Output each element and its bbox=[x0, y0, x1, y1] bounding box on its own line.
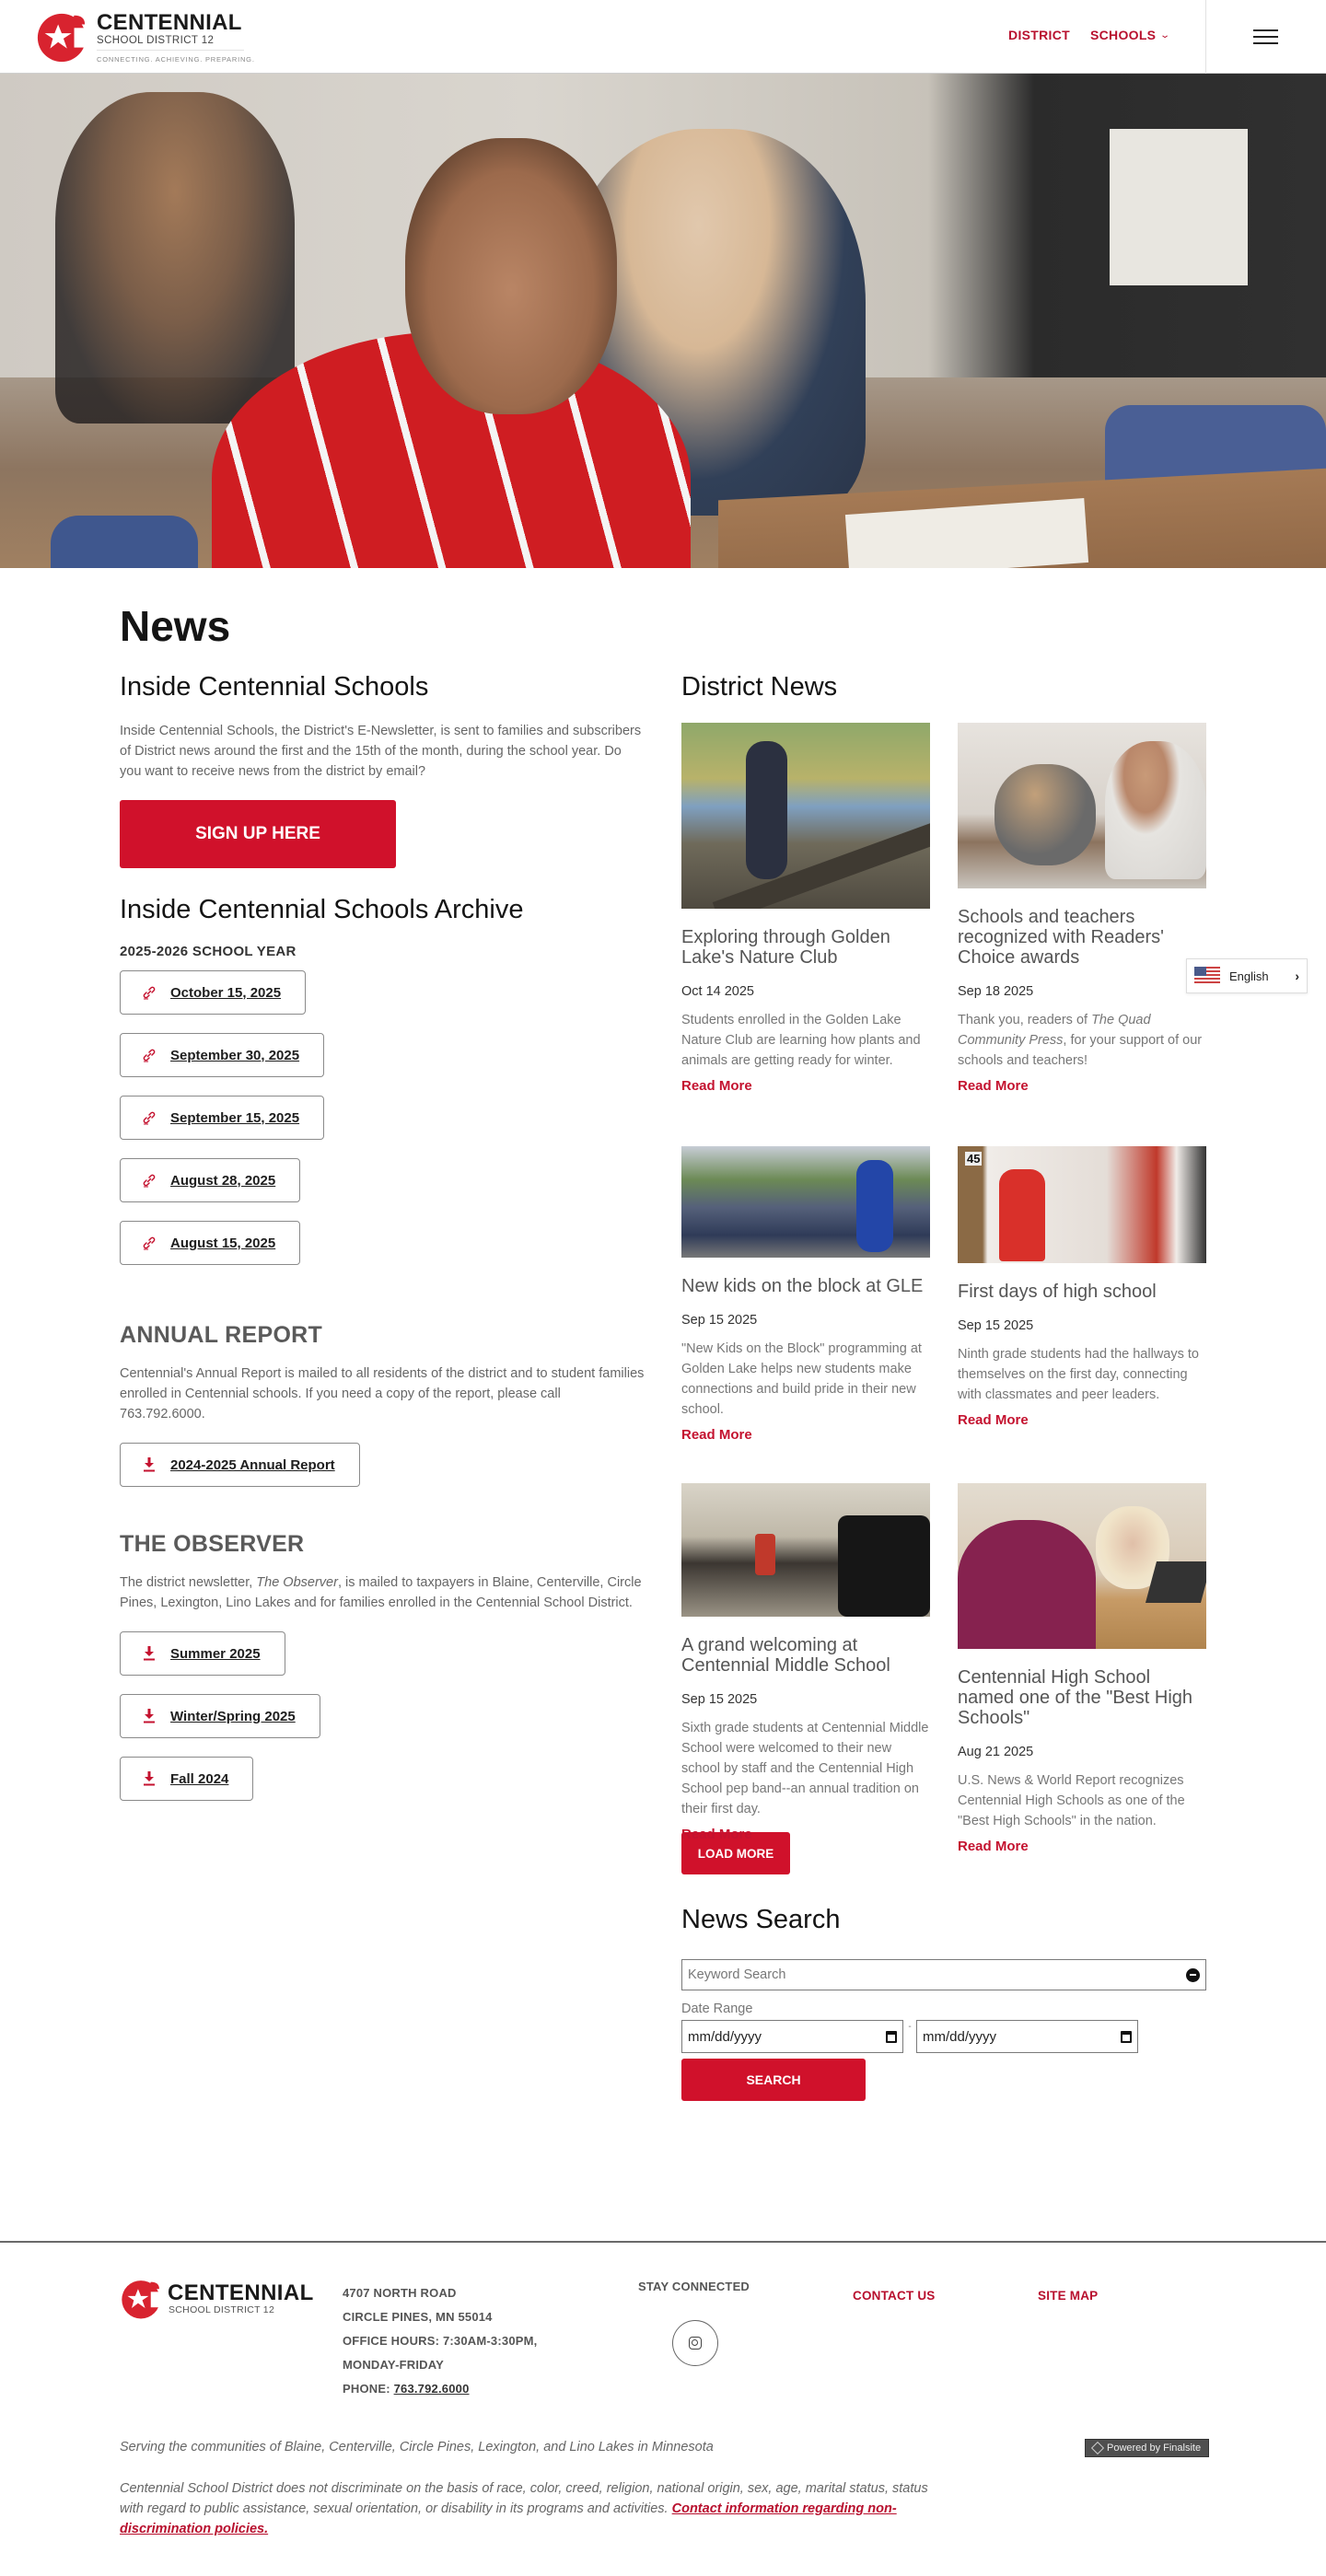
calendar-icon[interactable] bbox=[886, 2031, 897, 2043]
news-card-date: Sep 15 2025 bbox=[681, 1313, 758, 1328]
observer-text: The district newsletter, bbox=[120, 1575, 257, 1590]
phone-line bbox=[343, 2377, 537, 2401]
read-more-link[interactable]: Read More bbox=[681, 1827, 752, 1842]
language-selector[interactable] bbox=[1186, 958, 1308, 993]
download-icon bbox=[141, 1708, 157, 1724]
image-room-number: 45 bbox=[967, 1152, 981, 1166]
observer-title: THE OBSERVER bbox=[120, 1531, 305, 1557]
observer-links bbox=[120, 1631, 645, 1819]
news-card-date: Sep 15 2025 bbox=[958, 1318, 1034, 1333]
date-range bbox=[681, 2020, 1206, 2053]
image-figure bbox=[1105, 741, 1206, 879]
date-range-label: Date Range bbox=[681, 2002, 753, 2016]
site-map-link[interactable]: SITE MAP bbox=[1038, 2289, 1099, 2303]
news-card-title[interactable]: Exploring through Golden Lake's Nature Club bbox=[681, 927, 890, 968]
address-line: CIRCLE PINES, MN 55014 bbox=[343, 2310, 493, 2324]
observer-publication-name: The Observer bbox=[256, 1575, 338, 1590]
image-figure bbox=[999, 1169, 1045, 1261]
news-card bbox=[681, 1146, 930, 1444]
main-nav bbox=[1008, 28, 1169, 42]
logo-name: CENTENNIAL bbox=[97, 10, 242, 35]
hero-chair-2 bbox=[51, 516, 198, 568]
keyword-search-input[interactable] bbox=[688, 1967, 1186, 1982]
nav-schools[interactable] bbox=[1090, 28, 1169, 42]
serving-communities-text: Serving the communities of Blaine, Centerville, Circle Pines, Lexington, and Lino Lakes in Minnesota bbox=[120, 2440, 714, 2454]
download-label: Summer 2025 bbox=[170, 1645, 261, 1662]
phone-label: PHONE: bbox=[343, 2382, 394, 2396]
news-card bbox=[958, 1146, 1206, 1429]
keyword-search-field bbox=[681, 1959, 1206, 1990]
news-card-title[interactable]: New kids on the block at GLE bbox=[681, 1276, 924, 1296]
image-figure bbox=[838, 1515, 930, 1617]
disclaimer-text: Centennial School District does not discriminate on the basis of race, color, creed, religion, national origin, sex, age, marital status, status with regard to public assistance, sexual orientation, or disability in its programs and activities. bbox=[120, 2481, 928, 2516]
us-flag-icon bbox=[1194, 967, 1220, 985]
annual-report-download[interactable] bbox=[120, 1443, 360, 1487]
chevron-right-icon: › bbox=[1295, 969, 1299, 983]
right-column bbox=[681, 671, 1206, 2101]
hero-face bbox=[405, 138, 617, 414]
annual-report-title: ANNUAL REPORT bbox=[120, 1322, 323, 1348]
footer-logo-subtitle: SCHOOL DISTRICT 12 bbox=[169, 2304, 275, 2315]
read-more-link[interactable]: Read More bbox=[681, 1078, 752, 1094]
news-search-title: News Search bbox=[681, 1905, 841, 1934]
date-to-placeholder: mm/dd/yyyy bbox=[923, 2028, 997, 2045]
powered-by-label: Powered by Finalsite bbox=[1107, 2443, 1202, 2454]
news-card-title[interactable]: First days of high school bbox=[958, 1282, 1157, 1302]
archive-link-aug-28[interactable] bbox=[120, 1158, 300, 1202]
footer-address bbox=[343, 2281, 537, 2401]
archive-link-aug-15[interactable] bbox=[120, 1221, 300, 1265]
annual-report-description: Centennial's Annual Report is mailed to all residents of the district and to student families enrolled in Centennial schools. If you need a copy of the report, please call 763.792.6000. bbox=[120, 1366, 645, 1421]
news-card-image[interactable] bbox=[958, 1146, 1206, 1263]
news-card-date: Aug 21 2025 bbox=[958, 1745, 1034, 1759]
inside-title: Inside Centennial Schools bbox=[120, 672, 429, 702]
download-icon bbox=[141, 1770, 157, 1787]
news-card-date: Oct 14 2025 bbox=[681, 984, 754, 999]
language-label: English bbox=[1229, 969, 1269, 983]
site-footer bbox=[0, 2241, 1326, 2572]
image-figure bbox=[856, 1160, 893, 1252]
link-icon bbox=[141, 984, 157, 1001]
search-button[interactable]: SEARCH bbox=[681, 2059, 866, 2101]
news-card bbox=[681, 1483, 930, 1843]
news-card-excerpt: U.S. News & World Report recognizes Centennial High Schools as one of the "Best High Schools" in the nation. bbox=[958, 1773, 1185, 1828]
instagram-button[interactable] bbox=[672, 2320, 718, 2366]
hamburger-line bbox=[1253, 42, 1278, 44]
news-card-title[interactable]: Schools and teachers recognized with Readers' Choice awards bbox=[958, 907, 1164, 968]
instagram-icon bbox=[689, 2337, 702, 2350]
header-divider bbox=[1205, 0, 1206, 74]
download-label: Winter/Spring 2025 bbox=[170, 1708, 296, 1724]
page-title: News bbox=[120, 602, 231, 650]
news-card-excerpt: Sixth grade students at Centennial Middle School were welcomed to their new school by staff and the Centennial High School pep band--an annual tradition on their first day. bbox=[681, 1721, 929, 1816]
hero-figure-student bbox=[184, 110, 700, 568]
observer-description bbox=[120, 1572, 645, 1613]
chevron-down-icon: ⌄ bbox=[1159, 29, 1171, 41]
hamburger-line bbox=[1253, 36, 1278, 38]
link-icon bbox=[141, 1235, 157, 1251]
image-figure bbox=[958, 1520, 1096, 1649]
news-card-excerpt: Ninth grade students had the hallways to themselves on the first day, connecting with classmates and peer leaders. bbox=[958, 1347, 1199, 1402]
excerpt-text: , for your support of our schools and teachers! bbox=[958, 1033, 1203, 1068]
main-content bbox=[0, 568, 1326, 2241]
left-column bbox=[120, 671, 645, 1819]
district-news-title: District News bbox=[681, 672, 838, 702]
observer-text: , is mailed to taxpayers in Blaine, Centerville, Circle Pines, Lexington, Lino Lakes and for families enrolled in the Centennial School District. bbox=[120, 1575, 642, 1610]
logo-tagline: CONNECTING. ACHIEVING. PREPARING. bbox=[97, 55, 255, 64]
link-icon bbox=[141, 1172, 157, 1189]
office-days: MONDAY-FRIDAY bbox=[343, 2358, 444, 2372]
news-card-date: Sep 15 2025 bbox=[681, 1692, 758, 1707]
archive-links bbox=[120, 970, 645, 1283]
news-search bbox=[681, 1904, 1206, 2101]
link-icon bbox=[141, 1047, 157, 1063]
archive-link-sep-30[interactable] bbox=[120, 1033, 324, 1077]
news-card-image[interactable] bbox=[681, 1146, 930, 1258]
footer-logo-name: CENTENNIAL bbox=[168, 2280, 314, 2305]
site-header bbox=[0, 0, 1326, 74]
news-card bbox=[681, 723, 930, 1095]
observer-fall-2024-download[interactable] bbox=[120, 1757, 253, 1801]
phone-link[interactable]: 763.792.6000 bbox=[393, 2382, 470, 2396]
observer-summer-2025-download[interactable] bbox=[120, 1631, 285, 1676]
stay-connected-label: STAY CONNECTED bbox=[638, 2280, 750, 2293]
load-more-button[interactable]: LOAD MORE bbox=[681, 1832, 790, 1874]
hero-poster bbox=[1110, 129, 1248, 285]
centennial-logo-icon bbox=[120, 2278, 162, 2320]
download-label: 2024-2025 Annual Report bbox=[170, 1456, 335, 1473]
hamburger-menu-button[interactable] bbox=[1253, 29, 1278, 44]
non-discrimination-link[interactable]: Contact information regarding non-discrimination policies. bbox=[120, 2501, 897, 2536]
news-card-image[interactable] bbox=[958, 1483, 1206, 1649]
site-logo[interactable] bbox=[35, 10, 255, 64]
centennial-logo-icon bbox=[35, 10, 88, 64]
office-hours: OFFICE HOURS: 7:30AM-3:30PM, bbox=[343, 2334, 538, 2348]
observer-winter-spring-2025-download[interactable] bbox=[120, 1694, 320, 1738]
archive-link-oct-15[interactable] bbox=[120, 970, 306, 1015]
archive-link-sep-15[interactable] bbox=[120, 1096, 324, 1140]
news-card-title[interactable]: A grand welcoming at Centennial Middle School bbox=[681, 1635, 890, 1676]
non-discrimination-statement bbox=[120, 2478, 948, 2539]
date-from-input[interactable] bbox=[681, 2020, 903, 2053]
image-figure bbox=[746, 741, 787, 879]
read-more-link[interactable]: Read More bbox=[958, 1839, 1029, 1854]
hamburger-line bbox=[1253, 29, 1278, 31]
image-backpack bbox=[755, 1534, 775, 1575]
calendar-icon[interactable] bbox=[1121, 2031, 1132, 2043]
news-card bbox=[958, 1483, 1206, 1855]
date-range-separator: - bbox=[908, 2022, 912, 2032]
archive-link-label: August 15, 2025 bbox=[170, 1235, 276, 1251]
address-line: 4707 NORTH ROAD bbox=[343, 2286, 457, 2300]
powered-by-finalsite-badge[interactable] bbox=[1085, 2439, 1209, 2457]
read-more-link[interactable]: Read More bbox=[681, 1427, 752, 1443]
news-card bbox=[958, 723, 1206, 1095]
sign-up-button[interactable]: SIGN UP HERE bbox=[120, 800, 396, 868]
finalsite-icon bbox=[1091, 2442, 1104, 2454]
image-figure bbox=[994, 764, 1096, 865]
nav-district[interactable] bbox=[1008, 28, 1070, 42]
news-card-image[interactable] bbox=[958, 723, 1206, 888]
date-to-input[interactable] bbox=[916, 2020, 1138, 2053]
news-card-excerpt bbox=[958, 1010, 1206, 1071]
archive-title: Inside Centennial Schools Archive bbox=[120, 895, 524, 924]
archive-link-label: September 15, 2025 bbox=[170, 1109, 300, 1126]
archive-link-label: October 15, 2025 bbox=[170, 984, 282, 1001]
read-more-link[interactable]: Read More bbox=[958, 1078, 1029, 1094]
news-card-date: Sep 18 2025 bbox=[958, 984, 1034, 999]
footer-logo[interactable] bbox=[120, 2278, 314, 2320]
news-card-excerpt: "New Kids on the Block" programming at Golden Lake helps new students make connections and build pride in their new school. bbox=[681, 1341, 922, 1417]
school-year-label: 2025-2026 SCHOOL YEAR bbox=[120, 944, 297, 959]
news-card-image[interactable] bbox=[681, 1483, 930, 1617]
clear-search-icon[interactable] bbox=[1186, 1968, 1200, 1982]
nav-schools-label: SCHOOLS bbox=[1089, 28, 1157, 42]
download-label: Fall 2024 bbox=[170, 1770, 229, 1787]
contact-us-link[interactable]: CONTACT US bbox=[853, 2289, 936, 2303]
read-more-link[interactable]: Read More bbox=[958, 1412, 1029, 1428]
date-from-placeholder: mm/dd/yyyy bbox=[688, 2028, 762, 2045]
download-icon bbox=[141, 1645, 157, 1662]
logo-subtitle: SCHOOL DISTRICT 12 bbox=[97, 34, 244, 51]
archive-link-label: September 30, 2025 bbox=[170, 1047, 300, 1063]
archive-link-label: August 28, 2025 bbox=[170, 1172, 276, 1189]
image-laptop bbox=[1146, 1561, 1206, 1603]
news-card-title[interactable]: Centennial High School named one of the "Best High Schools" bbox=[958, 1667, 1193, 1728]
download-icon bbox=[141, 1456, 157, 1473]
nav-district-label: DISTRICT bbox=[1008, 28, 1070, 42]
hero-image bbox=[0, 74, 1326, 568]
publication-name: The Quad Community Press bbox=[958, 1013, 1151, 1048]
news-card-image[interactable] bbox=[681, 723, 930, 909]
excerpt-text: Thank you, readers of bbox=[958, 1013, 1092, 1027]
inside-description: Inside Centennial Schools, the District's E-Newsletter, is sent to families and subscribers of District news around the first and the 15th of the month, during the school year. Do you want to receive news from the district by email? bbox=[120, 724, 642, 779]
news-card-excerpt: Students enrolled in the Golden Lake Nature Club are learning how plants and animals are getting ready for winter. bbox=[681, 1013, 921, 1068]
link-icon bbox=[141, 1109, 157, 1126]
